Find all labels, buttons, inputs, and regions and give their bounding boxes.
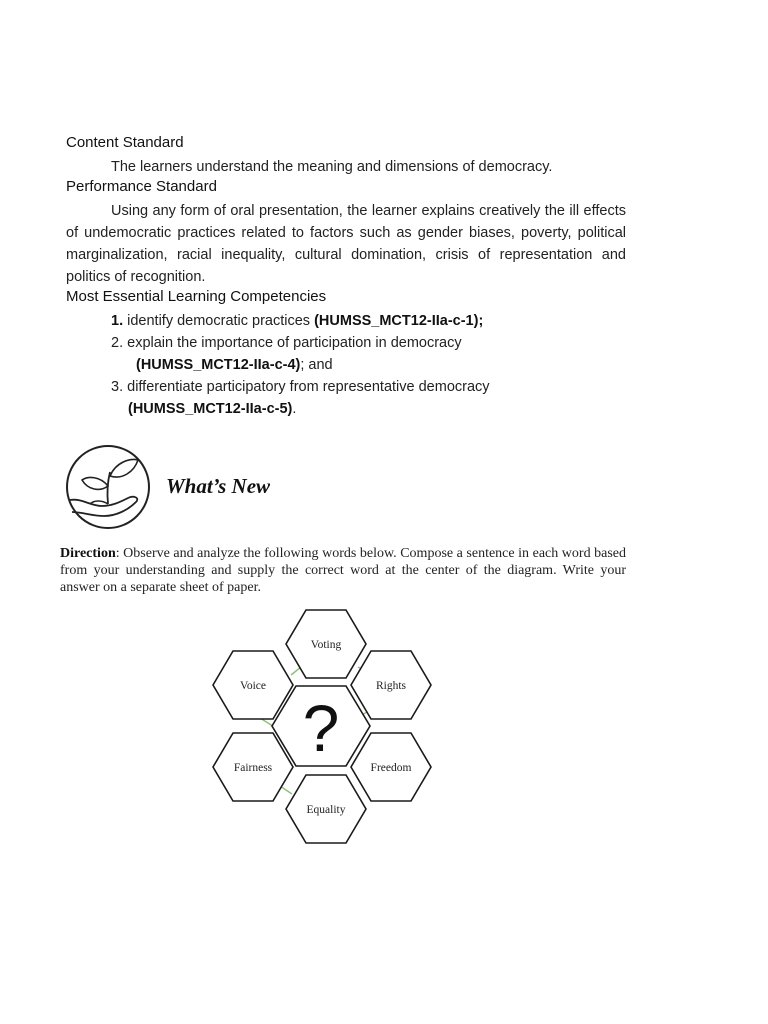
competency-text: differentiate participatory from representative democracy <box>127 379 490 395</box>
hexagon-diagram <box>200 604 460 854</box>
word-fairness: Fairness <box>233 762 273 774</box>
competency-item-2-code-line <box>136 354 333 376</box>
competency-number: 2. <box>111 335 124 351</box>
word-freedom: Freedom <box>370 762 412 774</box>
word-rights: Rights <box>375 680 407 692</box>
direction-label: Direction <box>60 546 116 561</box>
competency-item-2 <box>111 332 462 354</box>
competency-text: identify democratic practices <box>127 313 311 329</box>
performance-standard-heading: Performance Standard <box>66 178 217 195</box>
whats-new-title: What’s New <box>166 474 271 498</box>
content-standard-text: The learners understand the meaning and dimensions of democracy. <box>111 159 553 175</box>
competency-item-1 <box>111 310 483 332</box>
direction-text: : Observe and analyze the following words below. Compose a sentence in each word based from your understanding and supply the correct word at the center of the diagram. Write your answer on a separate sheet of paper. <box>60 546 626 595</box>
competency-item-3 <box>111 376 490 398</box>
competency-code: (HUMSS_MCT12-IIa-c-4) <box>136 357 301 373</box>
word-equality: Equality <box>306 804 346 816</box>
hand-sprout-icon <box>60 442 156 532</box>
competency-tail: . <box>292 401 297 417</box>
content-standard-heading: Content Standard <box>66 134 184 151</box>
performance-standard-body: Using any form of oral presentation, the learner explains creatively the ill effects of undemocratic practices related to factors such as gender biases, poverty, political marginalization, racial inequality, cultural domination, crisis of representation and politics of recognition. <box>66 203 626 285</box>
competency-code: (HUMSS_MCT12-IIa-c-5) <box>128 401 293 417</box>
competency-tail: ; and <box>300 357 333 373</box>
performance-standard-text <box>66 200 626 288</box>
competency-text: explain the importance of participation in democracy <box>127 335 462 351</box>
direction-paragraph <box>60 545 626 596</box>
center-question-mark: ? <box>302 691 340 765</box>
competencies-heading: Most Essential Learning Competencies <box>66 288 327 305</box>
competency-item-3-code-line <box>128 398 296 420</box>
word-voting: Voting <box>310 639 342 651</box>
word-voice: Voice <box>240 680 266 692</box>
competency-code: (HUMSS_MCT12-IIa-c-1); <box>314 313 484 329</box>
competency-number: 3. <box>111 379 124 395</box>
competency-number: 1. <box>111 313 124 329</box>
